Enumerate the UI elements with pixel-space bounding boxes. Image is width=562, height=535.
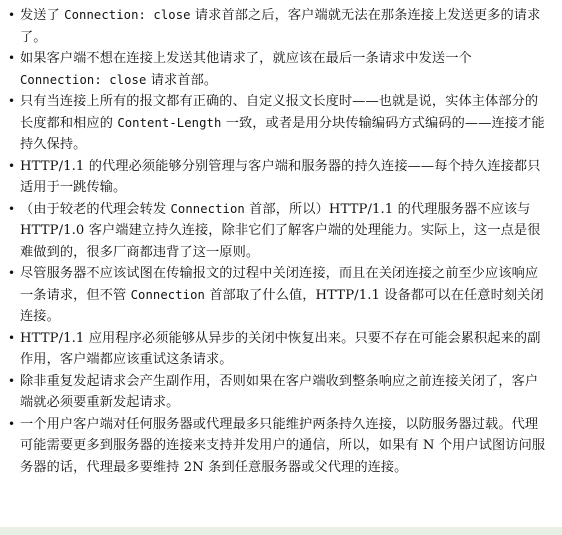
bullet-text: 首部，所以）HTTP/1.1 的代理服务器不应该与 HTTP/1.0 客户端建立持久连接，除非它们了解客户端的处理能力。实际上，这一点是很难做到的，很多厂商都违背了这一原则。	[20, 201, 541, 260]
bullet-dot-icon: •	[8, 8, 16, 22]
bullet-item	[8, 414, 550, 479]
bullet-dot-icon: •	[8, 416, 16, 431]
bullet-dot-icon: •	[8, 266, 16, 280]
bullet-text: 首部取了什么值，HTTP/1.1 设备都可以在任意时刻关闭连接。	[20, 287, 544, 324]
bullet-item	[8, 5, 550, 48]
bullet-text: 请求首部。	[146, 72, 218, 88]
bullet-item	[8, 91, 550, 156]
code-term: Content-Length	[117, 115, 222, 130]
bullet-text: 发送了	[20, 8, 65, 23]
bullet-dot-icon: •	[8, 373, 16, 388]
bullet-text: 只有当连接上所有的报文都有正确的、自定义报文长度时——也就是说，实体主体部分的长度都和相应的	[20, 94, 539, 131]
bullet-item	[8, 328, 550, 371]
bullet-dot-icon: •	[8, 201, 16, 216]
bullet-item	[8, 156, 550, 199]
bullet-dot-icon: •	[8, 330, 16, 345]
bullet-item	[8, 199, 550, 264]
bottom-border-bar	[0, 527, 562, 535]
bullet-item	[8, 263, 550, 328]
bullet-list-persistent-connection-rules	[8, 5, 550, 328]
code-term: Connection	[170, 201, 245, 216]
bullet-dot-icon: •	[8, 158, 16, 173]
bullet-text: 一个用户客户端对任何服务器或代理最多只能维护两条持久连接，以防服务器过载。代理可能需要更多到服务器的连接来支持并发用户的通信，所以，如果有 N 个用户试图访问服务器的话，代理最多要维持 2N 条到任意服务器或父代理的连接。	[20, 416, 546, 475]
bullet-text: 请求首部之后，客户端就无法在那条连接上发送更多的请求了。	[20, 8, 541, 45]
bullet-item	[8, 371, 550, 414]
bullet-text: 如果客户端不想在连接上发送其他请求了，就应该在最后一条请求中发送一个	[20, 51, 472, 66]
bullet-text: 除非重复发起请求会产生副作用，否则如果在客户端收到整条响应之前连接关闭了，客户端就必须要重新发起请求。	[20, 373, 539, 410]
bullet-text: HTTP/1.1 应用程序必须能够从异步的关闭中恢复出来。只要不存在可能会累积起来的副作用，客户端都应该重试这条请求。	[20, 330, 541, 367]
bullet-item	[8, 48, 550, 91]
bullet-text: （由于较老的代理会转发	[20, 201, 171, 217]
code-term: Connection: close	[64, 8, 191, 22]
bullet-list-retry-rules	[8, 328, 550, 479]
bullet-text: 尽管服务器不应该试图在传输报文的过程中关闭连接，而且在关闭连接之前至少应该响应一条请求，但不管	[20, 266, 539, 303]
bullet-dot-icon: •	[8, 51, 16, 65]
bullet-text: HTTP/1.1 的代理必须能够分别管理与客户端和服务器的持久连接——每个持久连接都只适用于一跳传输。	[20, 158, 541, 195]
bullet-text: 一致，或者是用分块传输编码方式编码的——连接才能持久保持。	[20, 115, 545, 152]
code-term: Connection	[130, 287, 205, 302]
code-term: Connection: close	[20, 72, 147, 87]
bullet-dot-icon: •	[8, 94, 16, 108]
